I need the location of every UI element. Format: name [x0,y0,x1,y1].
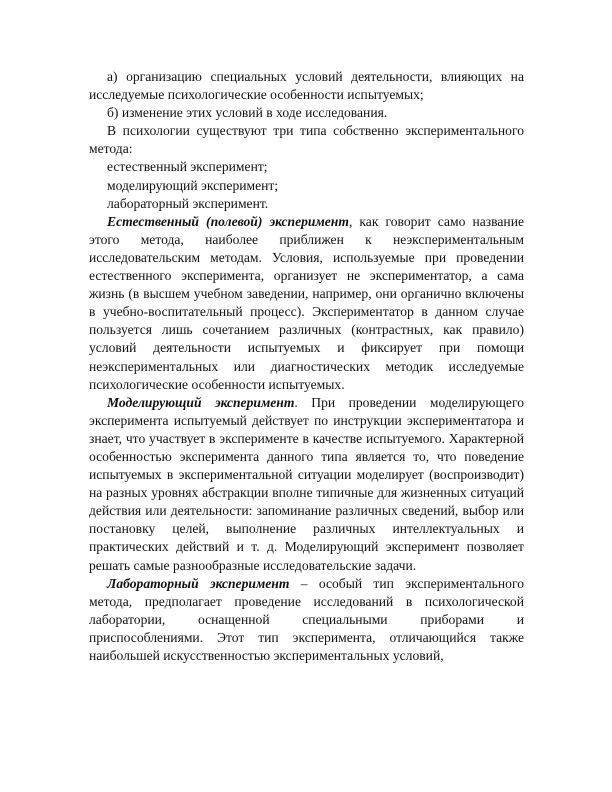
modeling-experiment-text: . При проведении моделирующего эксперимента испытуемый действует по инструкции экспериментатора и знает, что участвует в эксперименте в качестве испытуемого. Характерной особенностью эксперимента данного типа является то, что поведение испытуемых в экспериментальной ситуации моделирует (воспроизводит) на разных уровнях абстракции вполне типичные для жизненных ситуаций действия или деятельности: запоминание различных сведений, выбор или постановку целей, выполнение различных интеллектуальных и практических действий и т. д. Моделирующий эксперимент позволяет решать самые разнообразные исследовательские задачи. [89,394,524,573]
type-item: лабораторный эксперимент. [107,195,269,211]
laboratory-experiment-term: Лабораторный эксперимент [107,575,290,591]
list-item-a: а) организацию специальных условий деятельности, влияющих на исследуемые психологические особенности испытуемых; [89,69,524,103]
type-item: моделирующий эксперимент; [107,177,279,193]
intro-paragraph: В психологии существуют три типа собственно экспериментального метода: [89,123,524,157]
laboratory-experiment-text: – особый тип экспериментального метода, предполагает проведение исследований в психологической лаборатории, оснащенной специальными приборами и приспособлениями. Этот тип эксперимента, отличающийся также наибольшей искусственностью экспериментальных условий, [89,575,524,663]
natural-experiment-text: , как говорит само название этого метода, наиболее приближен к неэкспериментальным исследовательским методам. Условия, используемые при проведении естественного эксперимента, организует не экспериментатор, а сама жизнь (в высшем учебном заведении, например, они органично включены в учебно-воспитательный процесс). Экспериментатор в данном случае пользуется лишь сочетанием различных (контрастных, как правило) условий деятельности испытуемых и фиксирует при помощи неэкспериментальных или диагностических методик исследуемые психологические особенности испытуемых. [89,213,524,392]
type-item: естественный эксперимент; [107,159,268,175]
laboratory-experiment-paragraph [89,575,524,665]
list-item-b: б) изменение этих условий в ходе исследования. [107,105,388,121]
modeling-experiment-term: Моделирующий эксперимент [107,394,295,410]
natural-experiment-term: Естественный (полевой) эксперимент [107,213,349,229]
body-text [89,68,524,665]
natural-experiment-paragraph [89,213,524,394]
modeling-experiment-paragraph [89,394,524,575]
